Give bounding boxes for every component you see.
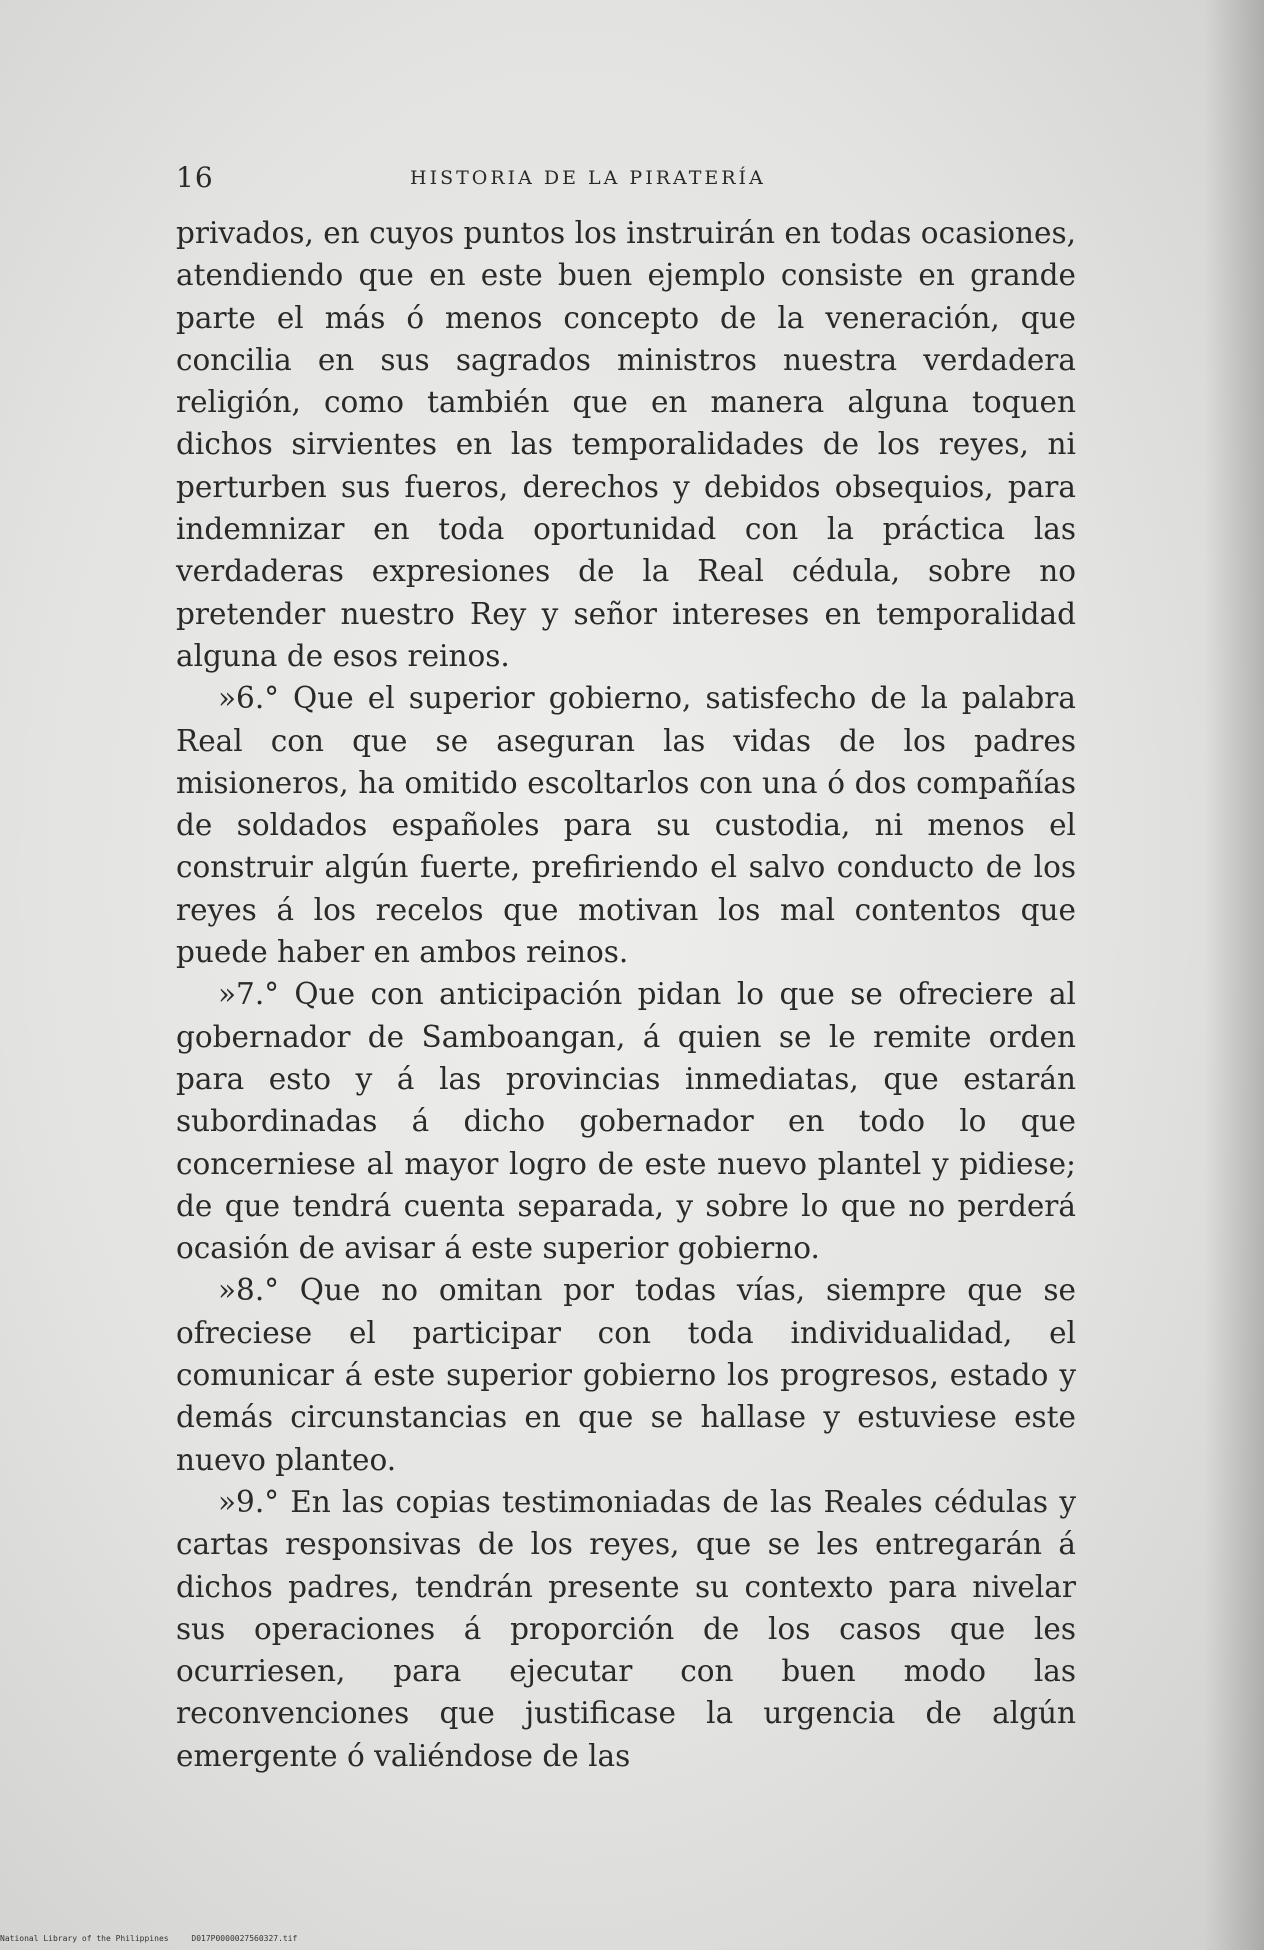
paragraph-item-8: »8.° Que no omitan por todas vías, siempre que se ofreciese el participar con toda individualidad, el comunicar á este superior gobierno los progresos, estado y demás circunstancias en que se hallase y estuviese este nuevo planteo. (176, 1273, 1076, 1477)
scan-footer (0, 1934, 1264, 1948)
paragraph-item-6: »6.° Que el superior gobierno, satisfecho de la palabra Real con que se aseguran las vidas de los padres misioneros, ha omitido escoltarlos con una ó dos compañías de soldados españoles para su custodia, ni menos el construir algún fuerte, prefiriendo el salvo conducto de los reyes á los recelos que motivan los mal contentos que puede haber en ambos reinos. (176, 681, 1076, 970)
paragraph-item-7: »7.° Que con anticipación pidan lo que se ofreciere al gobernador de Samboangan, á quien se le remite orden para esto y á las provincias inmediatas, que estarán subordinadas á dicho gobernador en todo lo que concerniese al mayor logro de este nuevo plantel y pidiese; de que tendrá cuenta separada, y sobre lo que no perderá ocasión de avisar á este superior gobierno. (176, 977, 1076, 1266)
library-credit: National Library of the Philippines (0, 1934, 169, 1943)
running-header (176, 161, 1076, 197)
page-number: 16 (176, 161, 214, 194)
file-name: D017P0000027560327.tif (191, 1934, 298, 1943)
paragraph-continuation: privados, en cuyos puntos los instruirán en todas ocasiones, atendiendo que en este buen ejemplo consiste en grande parte el más ó menos concepto de la veneración, que concilia en sus sagrados ministros nuestra verdadera religión, como también que en manera alguna toquen dichos sirvientes en las temporalidades de los reyes, ni perturben sus fueros, derechos y debidos obsequios, para indemnizar en toda oportunidad con la práctica las verdaderas expresiones de la Real cédula, sobre no pretender nuestro Rey y señor intereses en temporalidad alguna de esos reinos. (176, 216, 1076, 673)
body-text (176, 212, 1076, 1777)
paragraph-item-9: »9.° En las copias testimoniadas de las Reales cédulas y cartas responsivas de los reyes, que se les entregarán á dichos padres, tendrán presente su contexto para nivelar sus operaciones á proporción de los casos que les ocurriesen, para ejecutar con buen modo las reconvenciones que justificase la urgencia de algún emergente ó valiéndose de las (176, 1484, 1076, 1773)
running-title: HISTORIA DE LA PIRATERÍA (410, 167, 766, 189)
page-edge-shadow (1204, 0, 1264, 1950)
